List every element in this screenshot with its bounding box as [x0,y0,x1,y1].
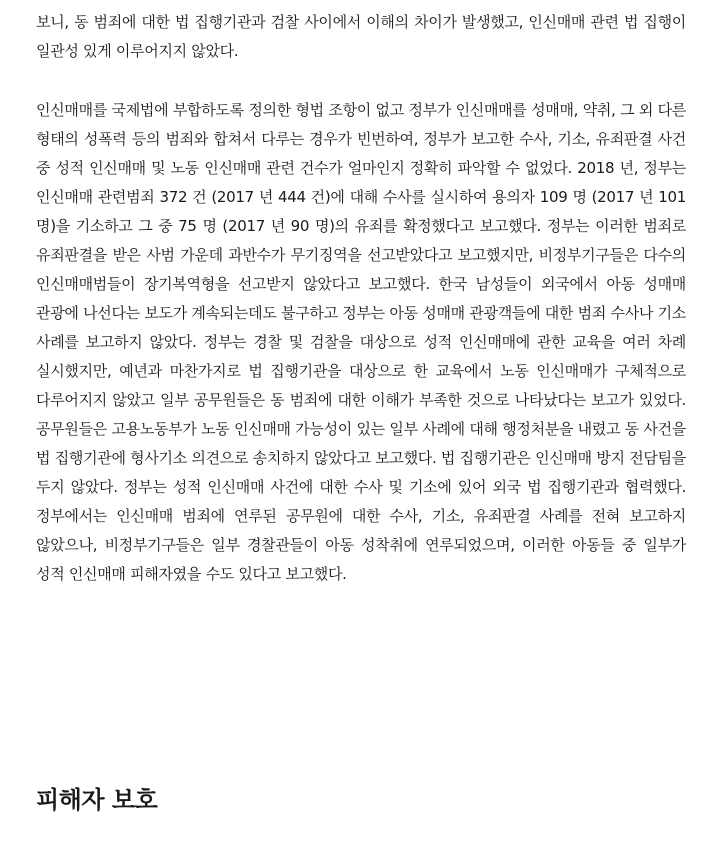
section-heading-victim-protection: 피해자 보호 [36,786,158,814]
paragraph-law-enforcement: 인신매매를 국제법에 부합하도록 정의한 형법 조항이 없고 정부가 인신매매를 성매매, 약취, 그 외 다른 형태의 성폭력 등의 범죄와 합쳐서 다루는 경우가 빈번하여, 정부가 보고한 수사, 기소, 유죄판결 사건 중 성적 인신매매 및 노동 인신매매 관련 건수가 얼마인지 정확히 파악할 수 없었다. 2018 년, 정부는 인신매매 관련범죄 372 건 (2017 년 444 건)에 대해 수사를 실시하여 용의자 109 명 (2017 년 101 명)을 기소하고 그 중 75 명 (2017 년 90 명)의 유죄를 확정했다고 보고했다. 정부는 이러한 범죄로 유죄판결을 받은 사범 가운데 과반수가 무기징역을 선고받았다고 보고했지만, 비정부기구들은 다수의 인신매매범들이 장기복역형을 선고받지 않았다고 보고했다. 한국 남성들이 외국에서 아동 성매매 관광에 나선다는 보도가 계속되는데도 불구하고 정부는 아동 성매매 관광객들에 대한 범죄 수사나 기소 사례를 보고하지 않았다. 정부는 경찰 및 검찰을 대상으로 성적 인신매매에 관한 교육을 여러 차례 실시했지만, 예년과 마찬가지로 법 집행기관을 대상으로 한 교육에서 노동 인신매매가 구체적으로 다루어지지 않았고 일부 공무원들은 동 범죄에 대한 이해가 부족한 것으로 나타났다는 보고가 있었다. 공무원들은 고용노동부가 노동 인신매매 가능성이 있는 일부 사례에 대해 행정처분을 내렸고 동 사건을 법 집행기관에 형사기소 의견으로 송치하지 않았다고 보고했다. 법 집행기관은 인신매매 방지 전담팀을 두지 않았다. 정부는 성적 인신매매 사건에 대한 수사 및 기소에 있어 외국 법 집행기관과 협력했다. 정부에서는 인신매매 범죄에 연루된 공무원에 대한 수사, 기소, 유죄판결 사례를 전혀 보고하지 않았으나, 비정부기구들은 일부 경찰관들이 아동 성착취에 연루되었으며, 이러한 아동들 중 일부가 성적 인신매매 피해자였을 수도 있다고 보고했다. [36,101,686,583]
document-page [36,0,686,814]
paragraph-continuation: 보니, 동 범죄에 대한 법 집행기관과 검찰 사이에서 이해의 차이가 발생했고, 인신매매 관련 법 집행이 일관성 있게 이루어지지 않았다. [36,13,686,60]
